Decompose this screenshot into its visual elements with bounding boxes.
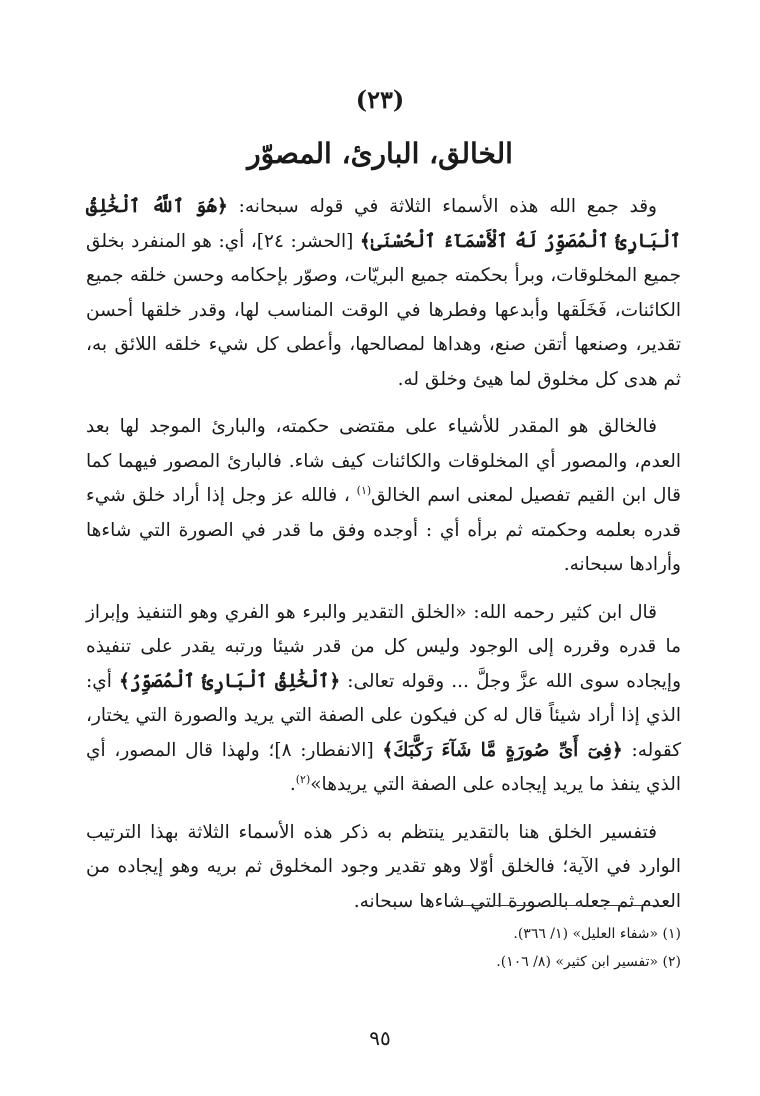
footnote-2: (٢) «تفسير ابن كثير» (٨/ ١٠٦).: [496, 954, 681, 970]
body-text: [86, 190, 681, 932]
paragraph-3-middle: أي: الذي إذا أراد شيئاً قال له كن فيكون على الصفة التي يريد والصورة التي يختار، كقوله:: [86, 670, 681, 761]
paragraph-3-body: [الانفطار: ٨]؛ ولهذا قال المصور، أي الذي ينفذ ما يريد إيجاده على الصفة التي يريدها»: [86, 739, 681, 795]
chapter-number: (٢٣): [355, 85, 405, 114]
paragraph-3-intro: قال ابن كثير رحمه الله: «الخلق التقدير والبرء هو الفري وهو التنفيذ وإبراز ما قدره وقرره إلى الوجود وليس كل من قدر شيئا ورتبه يقدر على تنفيذه وإيجاده سوى الله عزَّ وجلَّ ... وقوله تعالى:: [86, 601, 682, 692]
paragraph-1-intro: وقد جمع الله هذه الأسماء الثلاثة في قوله سبحانه:: [227, 196, 657, 217]
quran-verse-al-hashr: ﴿هُوَ ٱللَّهُ ٱلْخَٰلِقُ ٱلْبَارِئُ ٱلْمُصَوِّرُ لَهُ ٱلْأَسْمَآءُ ٱلْحُسْنَىٰ﴾: [86, 196, 681, 252]
page-number: ٩٥: [369, 1026, 391, 1050]
paragraph-2: [86, 410, 681, 583]
footnotes: [86, 920, 681, 976]
footnote-ref-2[interactable]: (٢): [295, 772, 311, 786]
paragraph-2-body: ، فالله عز وجل إذا أراد خلق شيء قدره بعلمه وحكمته ثم برأه أي : أوجده وفق ما قدر في الصورة التي شاءها وأرادها سبحانه.: [86, 485, 681, 575]
footnote-1: (١) «شفاء العليل» (١/ ٣٦٦).: [513, 926, 681, 942]
quran-verse-al-infitar: ﴿فِىٓ أَىِّ صُورَةٍ مَّا شَآءَ رَكَّبَكَ﴾: [382, 739, 623, 761]
quran-verse-names: ﴿ٱلْخَٰلِقُ ٱلْبَارِئُ ٱلْمُصَوِّرُ﴾: [118, 670, 341, 692]
paragraph-1-body: [الحشر: ٢٤]، أي: هو المنفرد بخلق جميع المخلوقات، وبرأ بحكمته جميع البريّات، وصوّر بإحكامه وحسن خلقه جميع الكائنات، فَخَلَقها وأبدعها وفطرها في الوقت المناسب لها، وقدر خلقها أحسن تقدير، وصنعها أتقن صنع، وهداها لمصالحها، وأعطى كل شيء خلقه اللائق به، ثم هدى كل مخلوق لما هيئ وخلق له.: [86, 230, 681, 390]
footnote-divider: [447, 905, 672, 906]
paragraph-4: فتفسير الخلق هنا بالتقدير ينتظم به ذكر هذه الأسماء الثلاثة بهذا الترتيب الوارد في الآية؛ فالخلق أوّلا وهو تقدير وجود المخلوق ثم بريه وهو إيجاده من العدم ثم جعله بالصورة التي شاءها سبحانه.: [86, 821, 681, 912]
footnote-ref-1[interactable]: (١): [356, 483, 372, 497]
paragraph-1: [86, 190, 681, 397]
chapter-title: الخالق، البارئ، المصوّر: [247, 137, 513, 170]
paragraph-3: [86, 596, 681, 803]
paragraph-2-intro: فالخالق هو المقدر للأشياء على مقتضى حكمته، والبارئ الموجد لها بعد العدم، والمصور أي المخلوقات والكائنات كيف شاء. فالبارئ المصور فيهما كما قال ابن القيم تفصيل لمعنى اسم الخالق: [86, 416, 681, 506]
paragraph-3-end: .: [289, 774, 296, 795]
